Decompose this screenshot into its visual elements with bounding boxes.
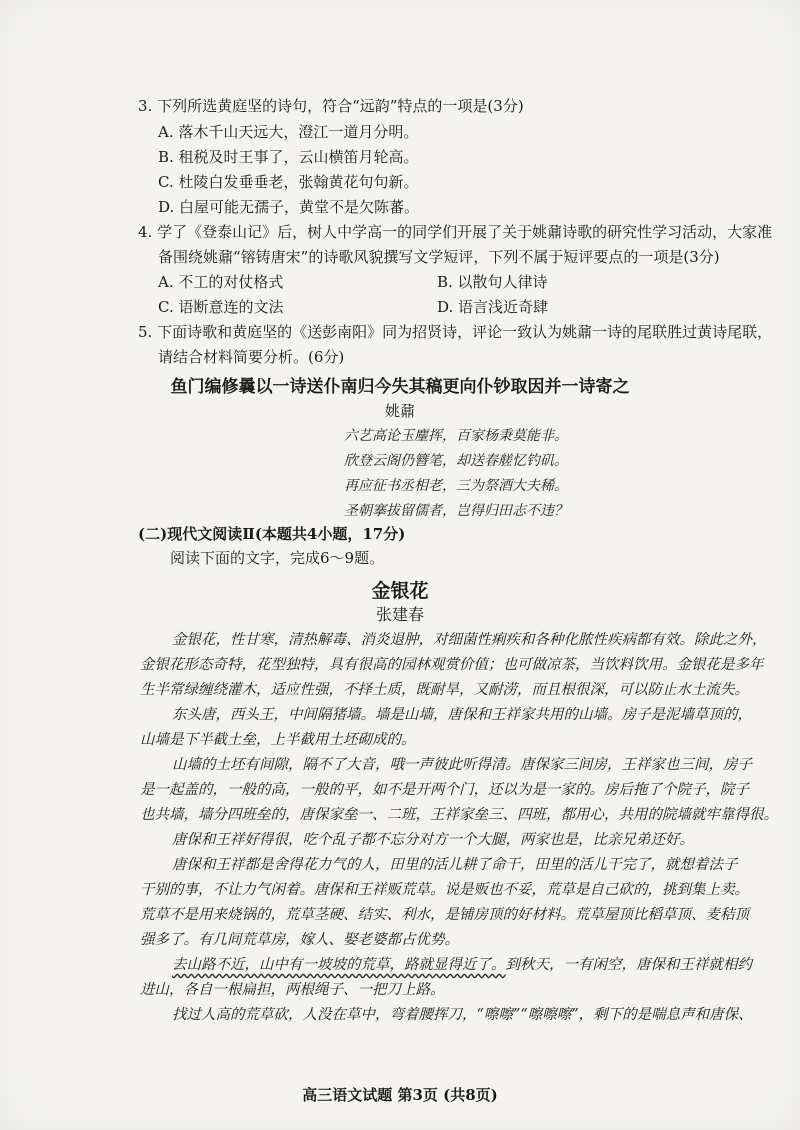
poem-line: 六艺高论玉麈挥，百家杨秉莫能非。 <box>344 428 568 444</box>
article-line: 生半常绿缠绕灌木，适应性强，不择土质，既耐旱，又耐涝，而且根很深，可以防止水土流失。 <box>140 682 749 698</box>
article-line: 强多了。有几间荒草房，嫁人、娶老婆都占优势。 <box>140 932 459 948</box>
article-line: 是一起盖的，一般的高，一般的平，如不是开两个门，还以为是一家的。房后拖了个院子，院子 <box>140 782 749 798</box>
article-line: 进山，各自一根扁担，两根绳子、一把刀上路。 <box>140 982 445 998</box>
section2-heading: (二)现代文阅读Ⅱ(本题共4小题，17分) <box>138 525 406 543</box>
article-line: 干别的事，不让力气闲着。唐保和王祥贩荒草。说是贩也不妥，荒草是自己砍的，挑到集上卖。 <box>140 882 749 898</box>
poem-author: 姚鼐 <box>384 402 415 420</box>
article-line: 也共墙，墙分四班垒的，唐保家垒一、二班，王祥家垒三、四班，都用心，共用的院墙就牢靠得很。 <box>140 807 778 823</box>
q4-stem-line1: 4. 学了《登泰山记》后，树人中学高一的同学们开展了关于姚鼐诗歌的研究性学习活动，大家准 <box>138 223 773 241</box>
q4-option-d: D. 语言浅近奇肆 <box>437 298 549 316</box>
poem-line: 再应征书丞相老，三为祭酒大夫稀。 <box>344 478 568 494</box>
article-line: 山墙是下半截土垒，上半截用土坯砌成的。 <box>140 732 416 748</box>
article-line: 山墙的土坯有间隙，隔不了大音，哦一声彼此听得清。唐保家三间房，王祥家也三间，房子 <box>172 757 752 773</box>
q5-line1: 5. 下面诗歌和黄庭坚的《送彭南阳》同为招贤诗，评论一致认为姚鼐一诗的尾联胜过黄诗尾联， <box>138 323 773 341</box>
article-line: 金银花形态奇特，花型独特，具有很高的园林观赏价值；也可做凉茶，当饮料饮用。金银花是多年 <box>140 657 764 673</box>
article-line: 东头唐，西头王，中间隔猪墙。墙是山墙，唐保和王祥家共用的山墙。房子是泥墙草顶的， <box>172 707 752 723</box>
article-line: 找过人高的荒草砍，人没在草中，弯着腰挥刀，“嚓嚓”“嚓嚓嚓”，剩下的是喘息声和唐保、 <box>172 1007 753 1023</box>
q3-option-a: A. 落木千山天远大，澄江一道月分明。 <box>158 123 419 141</box>
q3-option-d: D. 白屋可能无孺子，黄堂不是欠陈蕃。 <box>158 198 420 216</box>
article-line <box>172 955 752 975</box>
article-line-rest: 到秋天，一有闲空，唐保和王祥就相约 <box>505 957 752 973</box>
article-line: 唐保和王祥好得很，吃个乱子都不忘分对方一个大腿，两家也是，比亲兄弟还好。 <box>172 832 694 848</box>
article-line: 荒草不是用来烧锅的，荒草茎硬、结实、利水，是铺房顶的好材料。荒草屋顶比稻草顶、麦秸顶 <box>140 907 749 923</box>
q3-stem: 3. 下列所选黄庭坚的诗句，符合“远韵”特点的一项是(3分) <box>138 97 524 115</box>
poem-line: 欣登云阁仍簪笔，却送春艖忆钓矶。 <box>344 453 568 469</box>
poem-line: 圣朝搴拔留儒者，岂得归田志不违？ <box>344 503 568 519</box>
article-title: 金银花 <box>371 580 429 602</box>
article-line: 金银花，性甘寒，清热解毒、消炎退肿，对细菌性痢疾和各种化脓性疾病都有效。除此之外， <box>172 632 767 648</box>
q4-option-b: B. 以散句人律诗 <box>437 273 548 291</box>
q4-stem-line2: 备围绕姚鼐“镕铸唐宋”的诗歌风貌撰写文学短评，下列不属于短评要点的一项是(3分) <box>158 248 720 266</box>
section2-instruction: 阅读下面的文字，完成6～9题。 <box>170 549 385 567</box>
q4-option-c: C. 语断意连的文法 <box>158 298 284 316</box>
q3-option-b: B. 租税及时王事了，云山横笛月轮高。 <box>158 148 419 166</box>
wavy-underlined-sentence: 去山路不近，山中有一坡坡的荒草，路就显得近了。 <box>172 957 506 973</box>
article-line: 唐保和王祥都是舍得花力气的人，田里的活儿耕了命干，田里的活儿干完了，就想着法子 <box>172 857 738 873</box>
article-author: 张建春 <box>375 605 424 624</box>
q4-option-a: A. 不工的对仗格式 <box>158 273 284 291</box>
q5-line2: 请结合材料简要分析。(6分) <box>158 348 345 366</box>
q3-option-c: C. 杜陵白发垂垂老，张翰黄花句句新。 <box>158 173 419 191</box>
poem-title: 鱼门编修曩以一诗送仆南归今失其稿更向仆钞取因并一诗寄之 <box>170 377 630 397</box>
page-footer: 高三语文试题 第3页 (共8页) <box>302 1086 498 1104</box>
